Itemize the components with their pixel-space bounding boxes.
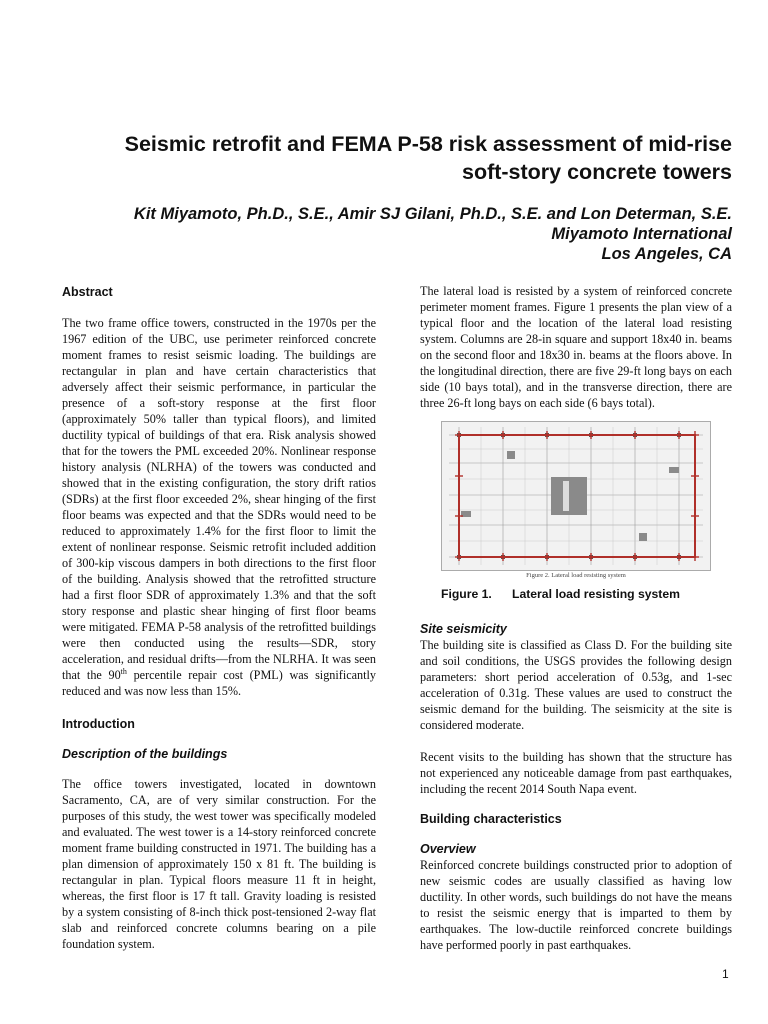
title-line-1: Seismic retrofit and FEMA P-58 risk assessment of mid-rise [124,132,732,156]
author-block [60,204,732,264]
overview-text: Reinforced concrete buildings constructed prior to adoption of new seismic codes are usually classified as having low ductility. In other words, such buildings do not have the means to resist the seismic energy that is imparted to them by earthquakes. The low-ductile reinforced concrete buildings have performed poorly in past earthquakes. [420,858,732,952]
buildings-subheading: Description of the buildings [62,747,228,761]
title-line-2: soft-story concrete towers [461,160,732,184]
lateral-load-text: The lateral load is resisted by a system of reinforced concrete perimeter moment frames. Figure 1 presents the plan view of a typical floor and the location of the lateral load resisting system. Columns are 28-in square and support 18x40 in. beams on the second floor and 18x30 in. beams at the floors above. In the longitudinal direction, there are five 29-ft long bays on each side (10 bays total), and in the transverse direction, there are three 26-ft long bays on each side (6 bays total). [420,284,732,410]
page-number: 1 [722,967,729,981]
floor-plan-drawing [441,421,711,571]
figure-caption [441,586,732,602]
recent-visits-text: Recent visits to the building has shown that the structure has not experienced any noticeable damage from past earthquakes, including the recent 2014 South Napa event. [420,750,732,796]
figure-label: Figure 1. [441,587,492,601]
site-seismicity-heading: Site seismicity [420,622,507,636]
abstract-superscript: th [120,666,127,676]
building-characteristics-heading: Building characteristics [420,812,562,826]
abstract-heading: Abstract [62,285,113,299]
paper-title [60,130,732,186]
right-column [420,283,732,953]
figure-1 [441,421,711,580]
author-location: Los Angeles, CA [601,245,732,263]
abstract-body-end: percentile repair cost (PML) was significantly reduced and was now less than 15%. [62,668,376,698]
introduction-text: The office towers investigated, located in downtown Sacramento, CA, are of very similar construction. For the purposes of this study, the west tower was specifically modeled and evaluated. The west tower is a 14-story reinforced concrete moment frame building constructed in 1971. The building has a plan dimension of approximately 150 x 81 ft. The building is rectangular in plan. Typical floors measure 11 ft in height, whereas, the first floor is 17 ft tall. Gravity loading is resisted by a system consisting of 8-inch thick post-tensioned 2-way flat slab and reinforced concrete columns bearing on a pile foundation system. [62,777,376,951]
abstract-body: The two frame office towers, constructed in the 1970s per the 1967 edition of the UBC, use perimeter reinforced concrete moment frames to resist seismic loading. The buildings are rectangular in plan and have certain characteristics that adversely affect their seismic performance, in particular the presence of a soft-story response at the first floor (approximately 50% taller than typical floors), and limited ductility typical of buildings of that era. Risk analysis showed that for the towers the PML exceeded 20%. Nonlinear response history analysis (NLRHA) of the towers was conducted and showed that in the existing configuration, the story drift ratios (SDRs) at the first floor exceeded 2%, shear hinging of the first floor beams was expected and that the SDRs would need to be reduced to approximately 1.4% for the first floor to limit the extent of nonlinear response. Seismic retrofit included addition of 300-kip viscous dampers in both directions to the first floor of the building. Analysis showed that the retrofitted structure had a first floor SDR of approximately 1.3% and that the soft story response and plastic shear hinging of first floor beams were mitigated. FEMA P-58 analysis of the retrofitted buildings were then conducted using the results—SDR, story acceleration, and residual drifts—from the NLRHA. It was seen that the 90 [62,316,376,682]
site-seismicity-text: The building site is classified as Class D. For the building site and soil conditions, the USGS provides the following design parameters: short period acceleration of 0.53g, and 1-sec acceleration of 0.31g. These values are used to construct the seismic demand for the building. The seismicity at the site is considered moderate. [420,638,732,732]
author-affiliation: Miyamoto International [551,225,732,243]
left-column [62,284,376,952]
introduction-heading: Introduction [62,717,135,731]
author-names: Kit Miyamoto, Ph.D., S.E., Amir SJ Gilani, Ph.D., S.E. and Lon Determan, S.E. [133,205,732,223]
figure-inner-caption: Figure 2. Lateral load resisting system [526,572,626,579]
overview-heading: Overview [420,842,476,856]
abstract-text [62,315,376,699]
figure-caption-text: Lateral load resisting system [512,587,680,601]
